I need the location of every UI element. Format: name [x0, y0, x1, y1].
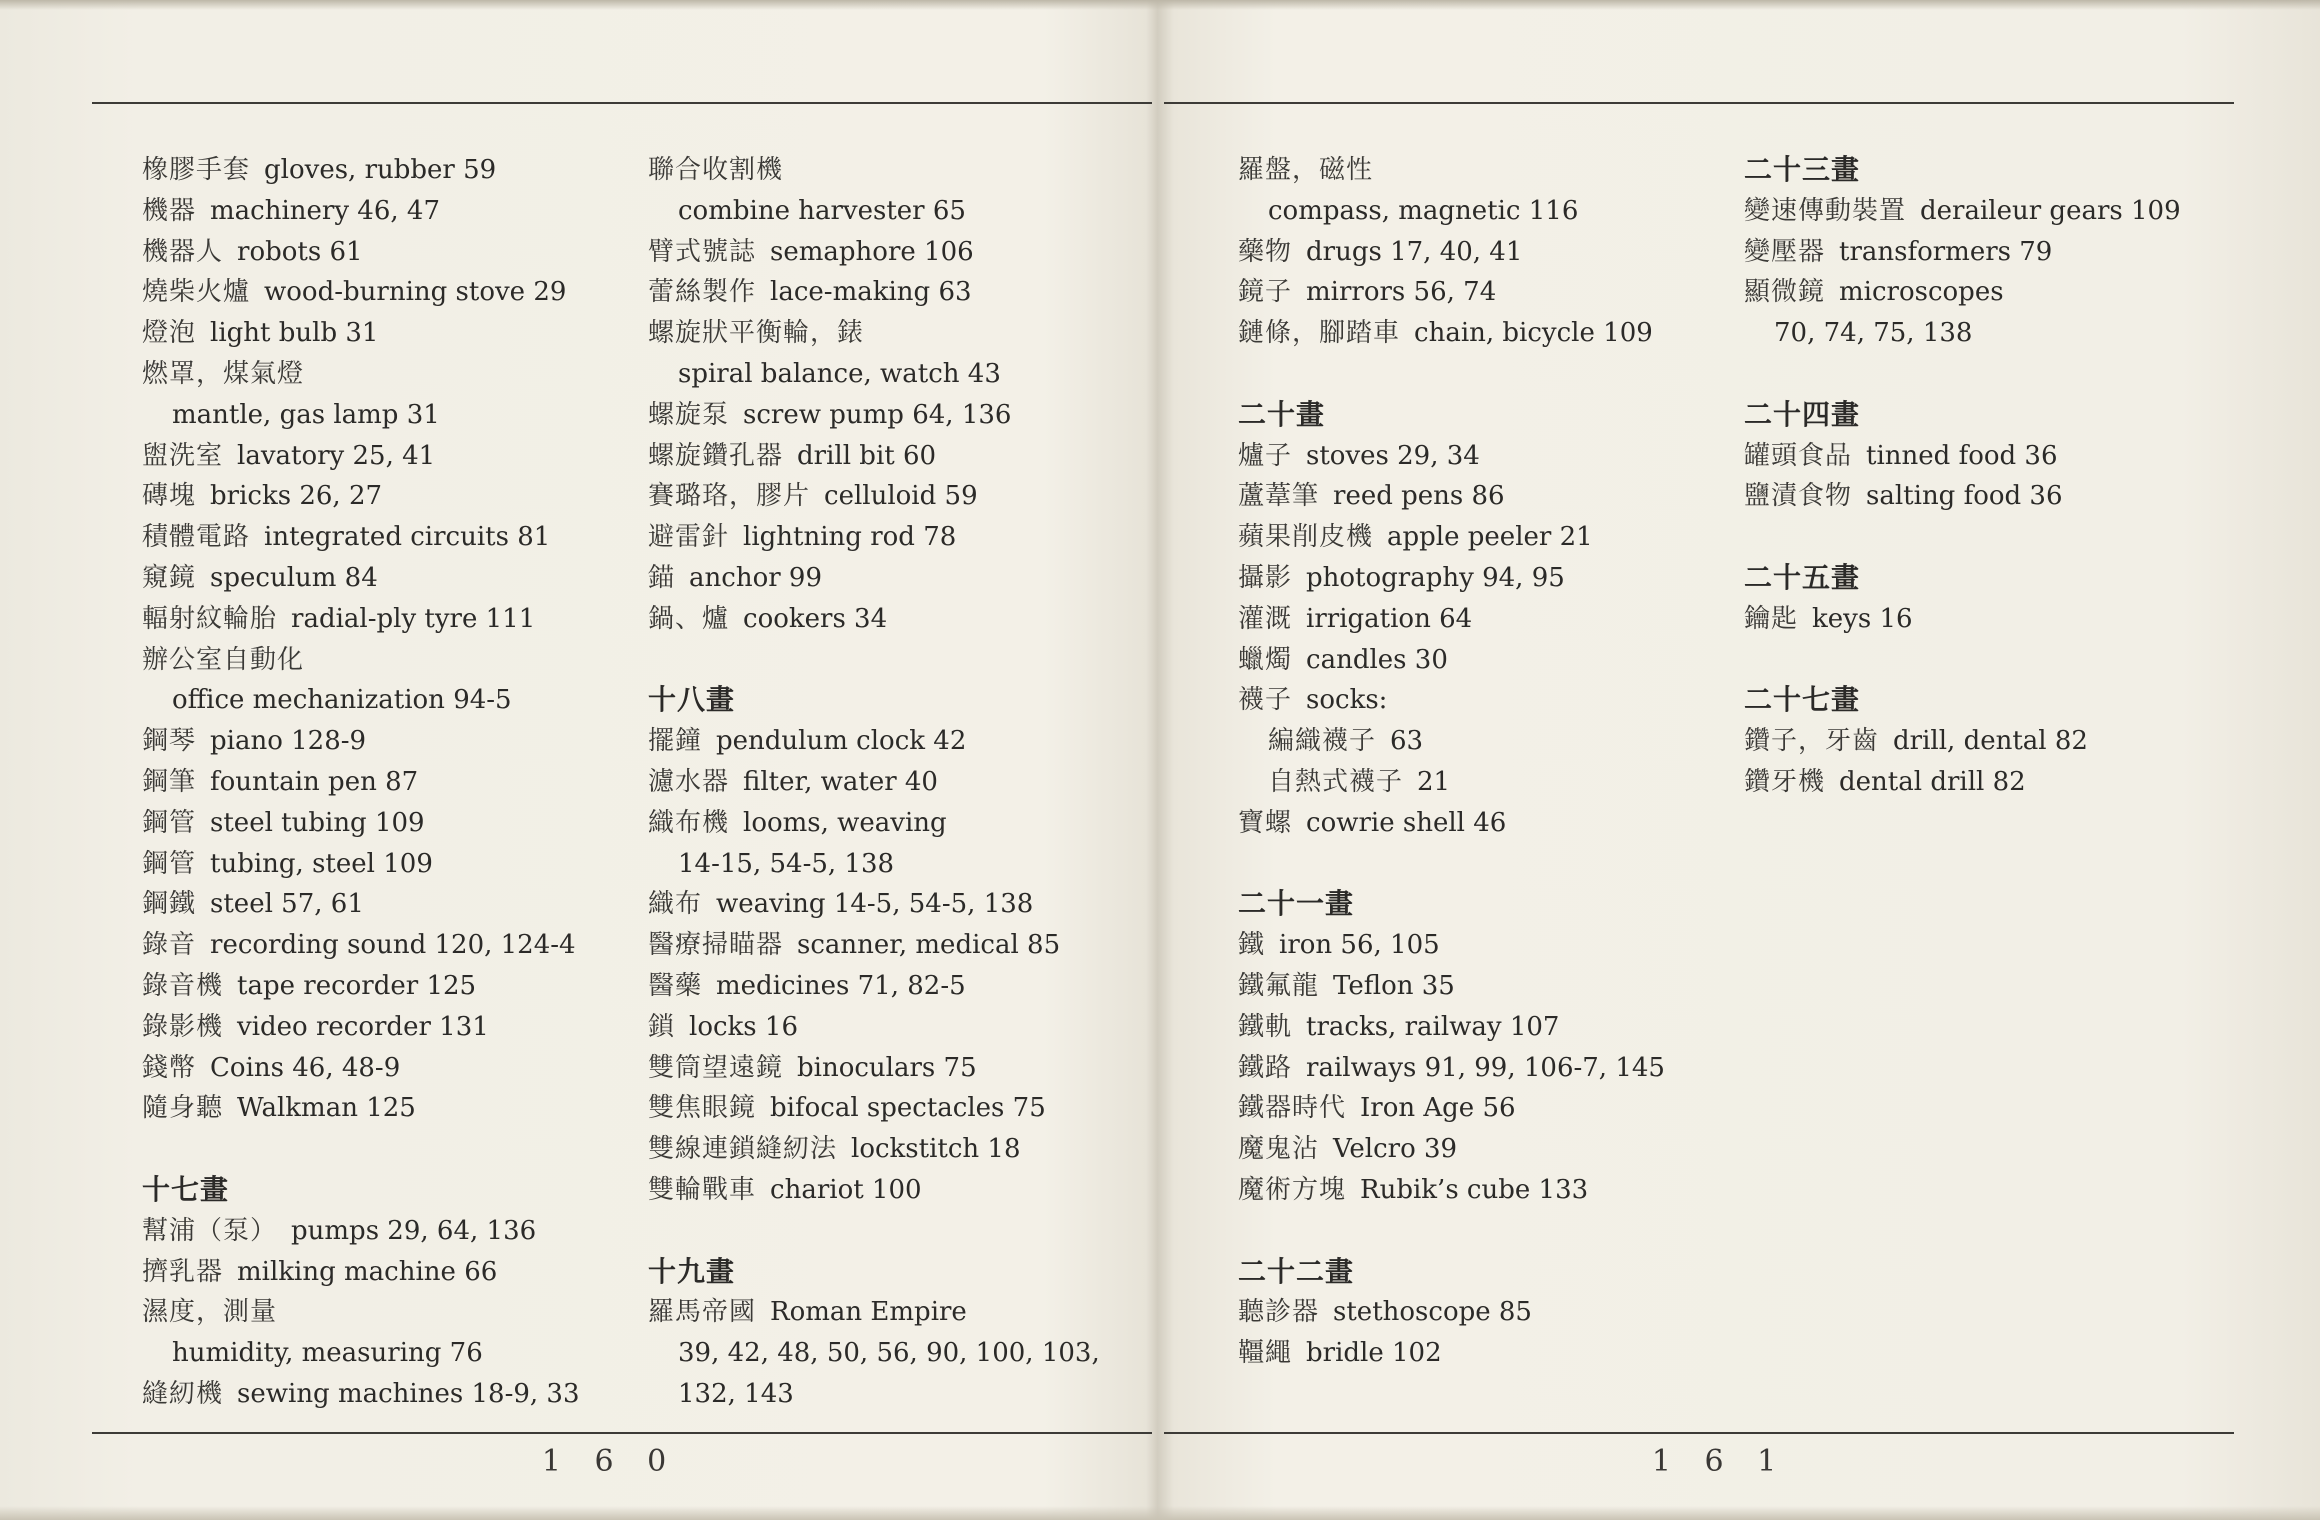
index-entry — [142, 476, 642, 517]
section-spacer — [1744, 354, 2234, 395]
index-entry — [1238, 313, 1738, 354]
section-spacer — [142, 1129, 642, 1170]
section-heading: 十七畫 — [142, 1172, 230, 1206]
entry-english-term: iron 56, 105 — [1279, 930, 1440, 961]
entry-chinese-term: 寶螺 — [1238, 807, 1293, 838]
entry-chinese-term: 磚塊 — [142, 481, 197, 512]
entry-english-term: 21 — [1417, 766, 1451, 797]
bottom-rule — [92, 1432, 1152, 1434]
section-heading: 二十五畫 — [1744, 560, 1861, 594]
entry-english-term: office mechanization 94-5 — [172, 685, 512, 716]
entry-english-term: socks: — [1306, 685, 1388, 716]
entry-english-term: looms, weaving — [743, 807, 947, 838]
entry-chinese-term: 罐頭食品 — [1744, 440, 1853, 471]
entry-chinese-term: 羅馬帝國 — [648, 1297, 757, 1328]
index-entry — [1238, 680, 1738, 721]
entry-chinese-term: 醫療掃瞄器 — [648, 930, 784, 961]
index-entry — [648, 1007, 1118, 1048]
index-entry — [648, 272, 1118, 313]
entry-chinese-term: 機器 — [142, 195, 197, 226]
section-spacer — [648, 640, 1118, 681]
index-entry — [1238, 232, 1738, 273]
entry-english-term: 39, 42, 48, 50, 56, 90, 100, 103, — [678, 1338, 1100, 1369]
entry-english-term: tracks, railway 107 — [1306, 1011, 1560, 1042]
index-entry — [142, 436, 642, 477]
entry-chinese-term: 鋼管 — [142, 848, 197, 879]
entry-english-term: tinned food 36 — [1866, 440, 2058, 471]
entry-english-term: milking machine 66 — [237, 1256, 498, 1287]
index-entry — [648, 803, 1118, 844]
index-entry — [142, 803, 642, 844]
index-entry — [648, 517, 1118, 558]
entry-chinese-term: 鋼琴 — [142, 726, 197, 757]
entry-chinese-term: 顯微鏡 — [1744, 277, 1826, 308]
index-entry — [142, 395, 642, 436]
entry-english-term: salting food 36 — [1866, 481, 2063, 512]
index-entry — [142, 1211, 642, 1252]
section-spacer — [648, 1211, 1118, 1252]
index-entry — [142, 1048, 642, 1089]
entry-english-term: dental drill 82 — [1839, 766, 2026, 797]
entry-english-term: pumps 29, 64, 136 — [291, 1215, 537, 1246]
entry-chinese-term: 變速傳動裝置 — [1744, 195, 1907, 226]
index-entry — [1744, 762, 2234, 803]
index-entry — [648, 436, 1118, 477]
entry-chinese-term: 辦公室自動化 — [142, 644, 305, 675]
section-spacer — [1238, 354, 1738, 395]
index-entry — [142, 150, 642, 191]
entry-chinese-term: 鋼鐵 — [142, 889, 197, 920]
entry-english-term: mirrors 56, 74 — [1306, 277, 1497, 308]
entry-english-term: bifocal spectacles 75 — [770, 1093, 1046, 1124]
entry-chinese-term: 機器人 — [142, 236, 224, 267]
index-entry — [648, 558, 1118, 599]
entry-english-term: photography 94, 95 — [1306, 562, 1565, 593]
index-entry — [1238, 272, 1738, 313]
index-entry — [142, 721, 642, 762]
index-entry — [648, 884, 1118, 925]
entry-english-term: steel tubing 109 — [210, 807, 425, 838]
index-entry — [648, 599, 1118, 640]
index-entry — [1238, 599, 1738, 640]
entry-chinese-term: 雙線連鎖縫紉法 — [648, 1134, 838, 1165]
entry-chinese-term: 織布 — [648, 889, 703, 920]
entry-english-term: chain, bicycle 109 — [1414, 318, 1653, 349]
entry-chinese-term: 編織襪子 — [1268, 726, 1377, 757]
entry-chinese-term: 鐵軌 — [1238, 1011, 1293, 1042]
entry-english-term: chariot 100 — [770, 1174, 922, 1205]
entry-chinese-term: 鐵 — [1238, 930, 1266, 961]
entry-english-term: sewing machines 18-9, 33 — [237, 1378, 580, 1409]
index-entry — [142, 884, 642, 925]
entry-chinese-term: 聯合收割機 — [648, 155, 784, 185]
entry-english-term: integrated circuits 81 — [264, 522, 551, 553]
entry-chinese-term: 魔鬼沾 — [1238, 1134, 1320, 1165]
section-heading: 二十一畫 — [1238, 887, 1355, 921]
entry-english-term: video recorder 131 — [237, 1011, 489, 1042]
section-heading: 二十二畫 — [1238, 1254, 1355, 1288]
entry-chinese-term: 濾水器 — [648, 766, 730, 797]
entry-english-term: cowrie shell 46 — [1306, 807, 1507, 838]
index-entry — [648, 721, 1118, 762]
entry-chinese-term: 鑽子，牙齒 — [1744, 726, 1880, 757]
index-entry — [142, 272, 642, 313]
entry-english-term: lockstitch 18 — [851, 1134, 1021, 1165]
entry-english-term: spiral balance, watch 43 — [678, 358, 1001, 389]
entry-english-term: drill bit 60 — [797, 440, 937, 471]
entry-english-term: robots 61 — [237, 236, 363, 267]
entry-english-term: keys 16 — [1812, 603, 1913, 634]
index-entry — [1238, 762, 1738, 803]
entry-english-term: reed pens 86 — [1333, 481, 1505, 512]
index-entry — [142, 640, 642, 681]
entry-chinese-term: 韁繩 — [1238, 1338, 1293, 1369]
entry-chinese-term: 爐子 — [1238, 440, 1293, 471]
index-entry — [1238, 150, 1738, 191]
entry-chinese-term: 幫浦（泵） — [142, 1215, 278, 1246]
entry-chinese-term: 雙筒望遠鏡 — [648, 1052, 784, 1083]
entry-english-term: radial-ply tyre 111 — [291, 603, 536, 634]
index-column — [1744, 150, 2234, 803]
index-entry — [648, 150, 1118, 191]
index-entry — [1238, 517, 1738, 558]
index-entry — [142, 925, 642, 966]
index-entry — [1744, 599, 2234, 640]
entry-chinese-term: 醫藥 — [648, 970, 703, 1001]
entry-chinese-term: 錄音機 — [142, 970, 224, 1001]
top-rule — [92, 102, 1152, 104]
entry-chinese-term: 雙焦眼鏡 — [648, 1093, 757, 1124]
section-heading: 二十七畫 — [1744, 683, 1861, 717]
entry-english-term: anchor 99 — [689, 562, 822, 593]
entry-chinese-term: 襪子 — [1238, 685, 1293, 716]
index-entry — [1744, 191, 2234, 232]
index-entry — [1238, 476, 1738, 517]
section-spacer — [1238, 844, 1738, 885]
section-heading: 二十三畫 — [1744, 153, 1861, 186]
index-column — [1238, 150, 1738, 1374]
entry-english-term: microscopes — [1839, 277, 2004, 308]
entry-chinese-term: 積體電路 — [142, 522, 251, 553]
entry-english-term: Teflon 35 — [1333, 970, 1455, 1001]
entry-chinese-term: 輻射紋輪胎 — [142, 603, 278, 634]
entry-chinese-term: 鑰匙 — [1744, 603, 1799, 634]
entry-chinese-term: 賽璐珞，膠片 — [648, 481, 811, 512]
index-entry — [1238, 925, 1738, 966]
entry-chinese-term: 錄影機 — [142, 1011, 224, 1042]
entry-english-term: Rubik’s cube 133 — [1360, 1174, 1589, 1205]
index-entry — [648, 966, 1118, 1007]
entry-english-term: lavatory 25, 41 — [237, 440, 436, 471]
entry-chinese-term: 蘆葦筆 — [1238, 481, 1320, 512]
entry-english-term: derailеur gears 109 — [1920, 195, 2181, 226]
entry-chinese-term: 橡膠手套 — [142, 155, 251, 185]
entry-chinese-term: 鋼筆 — [142, 766, 197, 797]
entry-chinese-term: 鏈條，腳踏車 — [1238, 318, 1401, 349]
index-entry — [1238, 1048, 1738, 1089]
index-entry — [1238, 1333, 1738, 1374]
entry-chinese-term: 避雷針 — [648, 522, 730, 553]
index-entry — [142, 844, 642, 885]
index-entry — [1744, 232, 2234, 273]
index-entry — [142, 558, 642, 599]
entry-chinese-term: 鋼管 — [142, 807, 197, 838]
entry-english-term: 14-15, 54-5, 138 — [678, 848, 895, 879]
entry-english-term: Iron Age 56 — [1360, 1093, 1516, 1124]
index-entry — [142, 1252, 642, 1293]
index-entry — [648, 1129, 1118, 1170]
index-entry — [1238, 436, 1738, 477]
entry-chinese-term: 錢幣 — [142, 1052, 197, 1083]
entry-english-term: stoves 29, 34 — [1306, 440, 1480, 471]
entry-chinese-term: 螺旋狀平衡輪，錶 — [648, 318, 865, 349]
page-number: 1 6 1 — [1651, 1444, 1789, 1479]
entry-chinese-term: 燃罩，煤氣燈 — [142, 358, 305, 389]
index-entry — [648, 844, 1118, 885]
index-entry — [648, 232, 1118, 273]
entry-english-term: light bulb 31 — [210, 318, 379, 349]
entry-chinese-term: 藥物 — [1238, 236, 1293, 267]
entry-chinese-term: 鑽牙機 — [1744, 766, 1826, 797]
entry-english-term: apple peeler 21 — [1387, 522, 1593, 553]
entry-chinese-term: 鐵氟龍 — [1238, 970, 1320, 1001]
entry-chinese-term: 螺旋鑽孔器 — [648, 440, 784, 471]
index-entry — [142, 1374, 642, 1415]
index-entry — [142, 1333, 642, 1374]
index-entry — [142, 354, 642, 395]
section-spacer — [1238, 1211, 1738, 1252]
index-entry — [142, 599, 642, 640]
index-entry — [1744, 313, 2234, 354]
entry-english-term: scanner, medical 85 — [797, 930, 1061, 961]
entry-chinese-term: 鏡子 — [1238, 277, 1293, 308]
index-entry — [1744, 476, 2234, 517]
index-entry — [1238, 1088, 1738, 1129]
index-entry — [142, 1088, 642, 1129]
entry-english-term: lightning rod 78 — [743, 522, 957, 553]
index-entry — [142, 313, 642, 354]
index-entry — [1238, 966, 1738, 1007]
entry-english-term: cookers 34 — [743, 603, 888, 634]
section-heading: 二十畫 — [1238, 397, 1326, 431]
index-entry — [648, 354, 1118, 395]
page-number: 1 6 0 — [541, 1444, 679, 1479]
entry-english-term: Velcro 39 — [1333, 1134, 1458, 1165]
entry-english-term: tape recorder 125 — [237, 970, 477, 1001]
entry-english-term: Coins 46, 48-9 — [210, 1052, 401, 1083]
entry-english-term: lace-making 63 — [770, 277, 972, 308]
entry-chinese-term: 聽診器 — [1238, 1297, 1320, 1328]
entry-english-term: binoculars 75 — [797, 1052, 977, 1083]
index-entry — [1238, 1129, 1738, 1170]
entry-chinese-term: 變壓器 — [1744, 236, 1826, 267]
entry-english-term: humidity, measuring 76 — [172, 1338, 483, 1369]
index-entry — [1744, 721, 2234, 762]
entry-chinese-term: 窺鏡 — [142, 562, 197, 593]
entry-chinese-term: 攝影 — [1238, 562, 1293, 593]
entry-english-term: 63 — [1390, 726, 1424, 757]
index-entry — [142, 517, 642, 558]
entry-chinese-term: 鐵器時代 — [1238, 1093, 1347, 1124]
index-entry — [142, 762, 642, 803]
index-entry — [1744, 272, 2234, 313]
entry-english-term: fountain pen 87 — [210, 766, 419, 797]
entry-english-term: compass, magnetic 116 — [1268, 195, 1579, 226]
page-right — [1160, 0, 2320, 1520]
entry-chinese-term: 雙輪戰車 — [648, 1174, 757, 1205]
index-entry — [142, 191, 642, 232]
entry-english-term: speculum 84 — [210, 562, 378, 593]
entry-english-term: filter, water 40 — [743, 766, 938, 797]
index-entry — [648, 925, 1118, 966]
section-heading: 十八畫 — [648, 683, 736, 717]
entry-chinese-term: 鎖 — [648, 1011, 676, 1042]
entry-english-term: railways 91, 99, 106-7, 145 — [1306, 1052, 1665, 1083]
entry-chinese-term: 魔術方塊 — [1238, 1174, 1347, 1205]
index-entry — [1238, 803, 1738, 844]
entry-english-term: medicines 71, 82-5 — [716, 970, 966, 1001]
index-column — [648, 150, 1118, 1415]
index-entry — [648, 1088, 1118, 1129]
entry-english-term: piano 128-9 — [210, 726, 367, 757]
section-heading: 十九畫 — [648, 1254, 736, 1288]
entry-english-term: wood-burning stove 29 — [264, 277, 567, 308]
index-entry — [142, 966, 642, 1007]
index-entry — [1744, 436, 2234, 477]
index-entry — [142, 1292, 642, 1333]
entry-english-term: locks 16 — [689, 1011, 798, 1042]
entry-english-term: Roman Empire — [770, 1297, 967, 1328]
entry-chinese-term: 蕾絲製作 — [648, 277, 757, 308]
index-entry — [648, 1048, 1118, 1089]
entry-chinese-term: 臂式號誌 — [648, 236, 757, 267]
entry-english-term: bricks 26, 27 — [210, 481, 383, 512]
entry-english-term: celluloid 59 — [824, 481, 978, 512]
entry-english-term: stethoscope 85 — [1333, 1297, 1532, 1328]
index-entry — [648, 1333, 1118, 1374]
index-entry — [648, 1170, 1118, 1211]
entry-chinese-term: 錄音 — [142, 930, 197, 961]
entry-english-term: screw pump 64, 136 — [743, 399, 1012, 430]
entry-chinese-term: 隨身聽 — [142, 1093, 224, 1124]
index-entry — [142, 1007, 642, 1048]
section-spacer — [1744, 517, 2234, 558]
index-column — [142, 150, 642, 1415]
entry-chinese-term: 縫紉機 — [142, 1378, 224, 1409]
entry-english-term: tubing, steel 109 — [210, 848, 433, 879]
entry-chinese-term: 鐵路 — [1238, 1052, 1293, 1083]
entry-chinese-term: 錨 — [648, 562, 676, 593]
entry-english-term: 70, 74, 75, 138 — [1774, 318, 1973, 349]
entry-english-term: candles 30 — [1306, 644, 1448, 675]
entry-chinese-term: 織布機 — [648, 807, 730, 838]
entry-english-term: gloves, rubber 59 — [264, 155, 497, 185]
entry-chinese-term: 蘋果削皮機 — [1238, 522, 1374, 553]
entry-chinese-term: 擺鐘 — [648, 726, 703, 757]
entry-chinese-term: 鍋、爐 — [648, 603, 730, 634]
entry-chinese-term: 自熱式襪子 — [1268, 766, 1404, 797]
index-entry — [648, 395, 1118, 436]
entry-english-term: drill, dental 82 — [1893, 726, 2088, 757]
entry-chinese-term: 擠乳器 — [142, 1256, 224, 1287]
entry-english-term: weaving 14-5, 54-5, 138 — [716, 889, 1034, 920]
index-entry — [1238, 640, 1738, 681]
index-entry — [1238, 558, 1738, 599]
top-rule — [1164, 102, 2234, 104]
index-entry — [648, 1292, 1118, 1333]
index-entry — [1238, 1007, 1738, 1048]
entry-chinese-term: 羅盤，磁性 — [1238, 155, 1374, 185]
entry-chinese-term: 灌溉 — [1238, 603, 1293, 634]
entry-chinese-term: 螺旋泵 — [648, 399, 730, 430]
entry-chinese-term: 盥洗室 — [142, 440, 224, 471]
section-heading: 二十四畫 — [1744, 397, 1861, 431]
index-entry — [142, 680, 642, 721]
entry-english-term: 132, 143 — [678, 1378, 794, 1409]
index-entry — [648, 476, 1118, 517]
entry-english-term: drugs 17, 40, 41 — [1306, 236, 1523, 267]
entry-english-term: combine harvester 65 — [678, 195, 966, 226]
entry-chinese-term: 燈泡 — [142, 318, 197, 349]
index-entry — [142, 232, 642, 273]
index-entry — [1238, 1292, 1738, 1333]
entry-english-term: pendulum clock 42 — [716, 726, 967, 757]
entry-english-term: semaphore 106 — [770, 236, 974, 267]
index-entry — [648, 762, 1118, 803]
entry-english-term: Walkman 125 — [237, 1093, 416, 1124]
entry-english-term: mantle, gas lamp 31 — [172, 399, 440, 430]
entry-english-term: machinery 46, 47 — [210, 195, 441, 226]
index-entry — [1238, 191, 1738, 232]
entry-english-term: bridle 102 — [1306, 1338, 1442, 1369]
index-entry — [648, 1374, 1118, 1415]
bottom-rule — [1164, 1432, 2234, 1434]
entry-english-term: transformers 79 — [1839, 236, 2053, 267]
index-entry — [648, 191, 1118, 232]
entry-chinese-term: 鹽漬食物 — [1744, 481, 1853, 512]
entry-chinese-term: 燒柴火爐 — [142, 277, 251, 308]
entry-chinese-term: 蠟燭 — [1238, 644, 1293, 675]
entry-english-term: steel 57, 61 — [210, 889, 364, 920]
entry-english-term: recording sound 120, 124-4 — [210, 930, 576, 961]
section-spacer — [1744, 640, 2234, 681]
index-entry — [648, 313, 1118, 354]
index-entry — [1238, 1170, 1738, 1211]
entry-chinese-term: 濕度，測量 — [142, 1297, 278, 1328]
index-entry — [1238, 721, 1738, 762]
entry-english-term: irrigation 64 — [1306, 603, 1473, 634]
